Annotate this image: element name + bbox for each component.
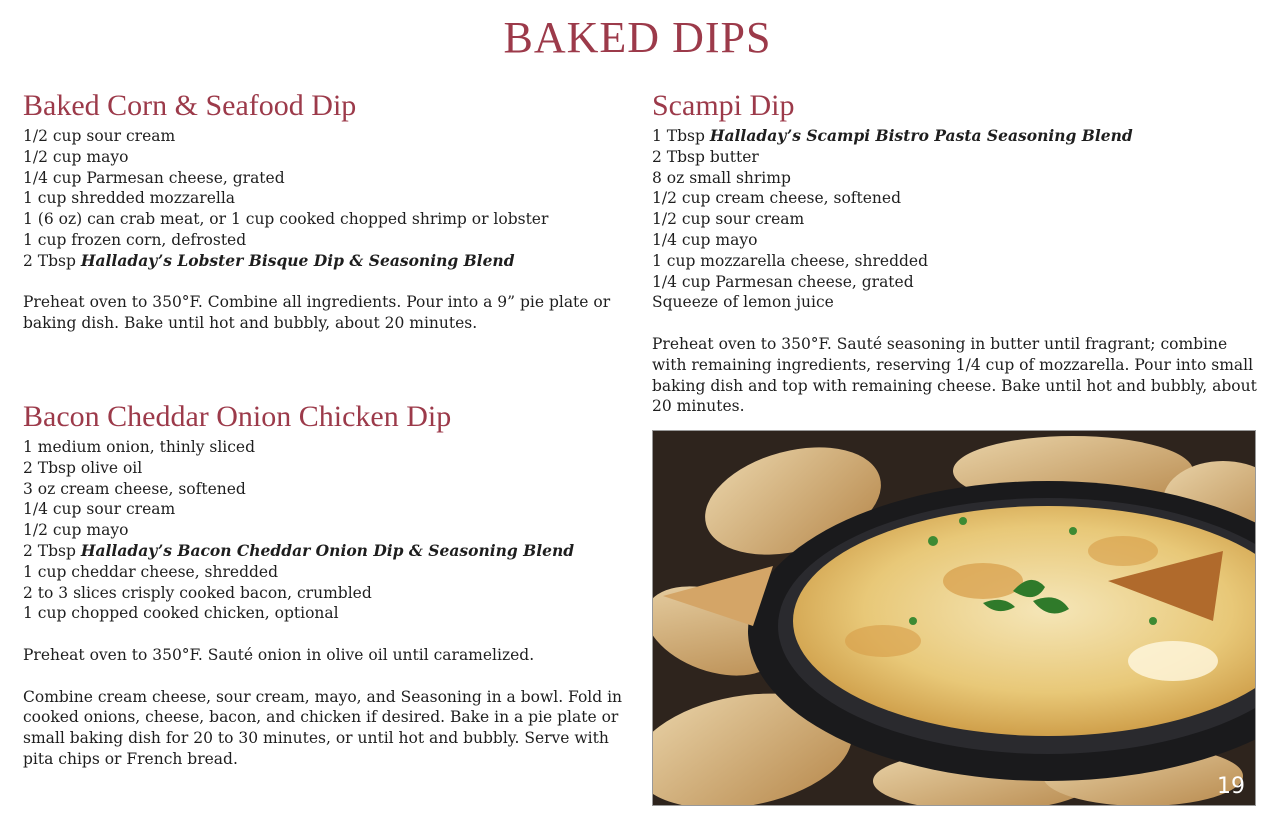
ingredient-text: 1/4 cup mayo bbox=[652, 230, 758, 249]
ingredient-line bbox=[23, 603, 633, 624]
recipe-title: Bacon Cheddar Onion Chicken Dip bbox=[23, 400, 452, 433]
ingredient-text: 1 medium onion, thinly sliced bbox=[23, 438, 256, 456]
ingredient-text: 2 Tbsp bbox=[23, 251, 81, 270]
ingredient-text: 1/4 cup Parmesan cheese, grated bbox=[652, 272, 914, 291]
ingredient-text: 2 to 3 slices crisply cooked bacon, crumbled bbox=[23, 583, 372, 602]
ingredient-line bbox=[652, 188, 1257, 209]
ingredient-list bbox=[23, 437, 633, 624]
ingredient-line bbox=[23, 188, 633, 209]
ingredient-line bbox=[23, 562, 633, 583]
ingredient-line bbox=[23, 437, 633, 458]
ingredient-line bbox=[652, 147, 1257, 168]
dip-photo bbox=[652, 430, 1256, 806]
ingredient-line bbox=[23, 499, 633, 520]
ingredient-line bbox=[652, 251, 1257, 272]
instruction-paragraph: Preheat oven to 350°F. Combine all ingredients. Pour into a 9” pie plate or baking dish. Bake until hot and bubbly, about 20 minutes. bbox=[23, 293, 611, 333]
ingredient-text: 1/2 cup mayo bbox=[23, 147, 129, 166]
ingredient-text: 8 oz small shrimp bbox=[652, 168, 791, 187]
recipe-corn-seafood bbox=[23, 90, 633, 334]
ingredient-line bbox=[652, 168, 1257, 189]
ingredient-text: 1/2 cup sour cream bbox=[23, 127, 176, 145]
ingredient-list bbox=[652, 126, 1257, 313]
ingredient-text: 1 cup chopped cooked chicken, optional bbox=[23, 604, 339, 623]
ingredient-text: 1/2 cup cream cheese, softened bbox=[652, 189, 902, 208]
ingredient-line bbox=[652, 126, 1257, 147]
page-title: BAKED DIPS bbox=[503, 13, 772, 62]
seasoning-blend-name: Halladay’s Scampi Bistro Pasta Seasoning Blend bbox=[709, 126, 1133, 145]
seasoning-blend-name: Halladay’s Lobster Bisque Dip & Seasoning Blend bbox=[80, 250, 515, 270]
ingredient-text: 2 Tbsp bbox=[23, 541, 81, 560]
ingredient-text: 1 cup shredded mozzarella bbox=[23, 189, 236, 208]
ingredient-text: 1 cup mozzarella cheese, shredded bbox=[652, 251, 929, 270]
ingredient-line bbox=[652, 272, 1257, 293]
instruction-paragraph: Preheat oven to 350°F. Sauté seasoning in butter until fragrant; combine with remaining ingredients, reserving 1/4 cup of mozzarella. Pour into small baking dish and top with remaining cheese. Bake until hot and bubbly, about 20 minutes. bbox=[652, 334, 1257, 416]
ingredient-text: 1 Tbsp bbox=[652, 127, 710, 145]
ingredient-line bbox=[23, 168, 633, 189]
recipe-title: Scampi Dip bbox=[652, 89, 795, 122]
dip-illustration bbox=[653, 431, 1256, 806]
ingredient-text: 1 cup frozen corn, defrosted bbox=[23, 230, 247, 249]
ingredient-line bbox=[652, 230, 1257, 251]
ingredient-line bbox=[652, 209, 1257, 230]
seasoning-blend-name: Halladay’s Bacon Cheddar Onion Dip & Seasoning Blend bbox=[80, 540, 575, 560]
ingredient-text: Squeeze of lemon juice bbox=[652, 293, 834, 312]
ingredient-text: 1/2 cup sour cream bbox=[652, 210, 805, 229]
ingredient-line bbox=[23, 520, 633, 541]
ingredient-line bbox=[23, 583, 633, 604]
page-number: 19 bbox=[1217, 774, 1245, 799]
ingredient-line bbox=[652, 292, 1257, 313]
ingredient-line bbox=[23, 479, 633, 500]
ingredient-line bbox=[23, 147, 633, 168]
instruction-paragraph: Preheat oven to 350°F. Sauté onion in olive oil until caramelized. bbox=[23, 645, 535, 664]
ingredient-text: 2 Tbsp butter bbox=[652, 147, 759, 166]
ingredient-line bbox=[23, 458, 633, 479]
ingredient-text: 1/2 cup mayo bbox=[23, 521, 129, 540]
ingredient-text: 1 cup cheddar cheese, shredded bbox=[23, 562, 279, 581]
ingredient-line bbox=[23, 251, 633, 272]
recipe-scampi bbox=[652, 90, 1257, 417]
ingredient-line bbox=[23, 541, 633, 562]
instructions bbox=[23, 645, 633, 770]
ingredient-text: 1 (6 oz) can crab meat, or 1 cup cooked chopped shrimp or lobster bbox=[23, 210, 549, 229]
ingredient-text: 1/4 cup Parmesan cheese, grated bbox=[23, 168, 285, 187]
ingredient-line bbox=[23, 126, 633, 147]
recipe-title: Baked Corn & Seafood Dip bbox=[23, 89, 357, 122]
ingredient-list bbox=[23, 126, 633, 272]
instruction-paragraph: Combine cream cheese, sour cream, mayo, and Seasoning in a bowl. Fold in cooked onions, cheese, bacon, and chicken if desired. Bake in a pie plate or small baking dish for 20 to 30 minutes, or until hot and bubbly. Serve with pita chips or French bread. bbox=[23, 687, 623, 768]
instructions bbox=[652, 334, 1257, 417]
ingredient-text: 1/4 cup sour cream bbox=[23, 500, 176, 519]
ingredient-line bbox=[23, 230, 633, 251]
recipe-bacon-cheddar bbox=[23, 401, 633, 770]
ingredient-line bbox=[23, 209, 633, 230]
ingredient-text: 3 oz cream cheese, softened bbox=[23, 479, 246, 498]
instructions bbox=[23, 292, 633, 334]
ingredient-text: 2 Tbsp olive oil bbox=[23, 458, 143, 477]
